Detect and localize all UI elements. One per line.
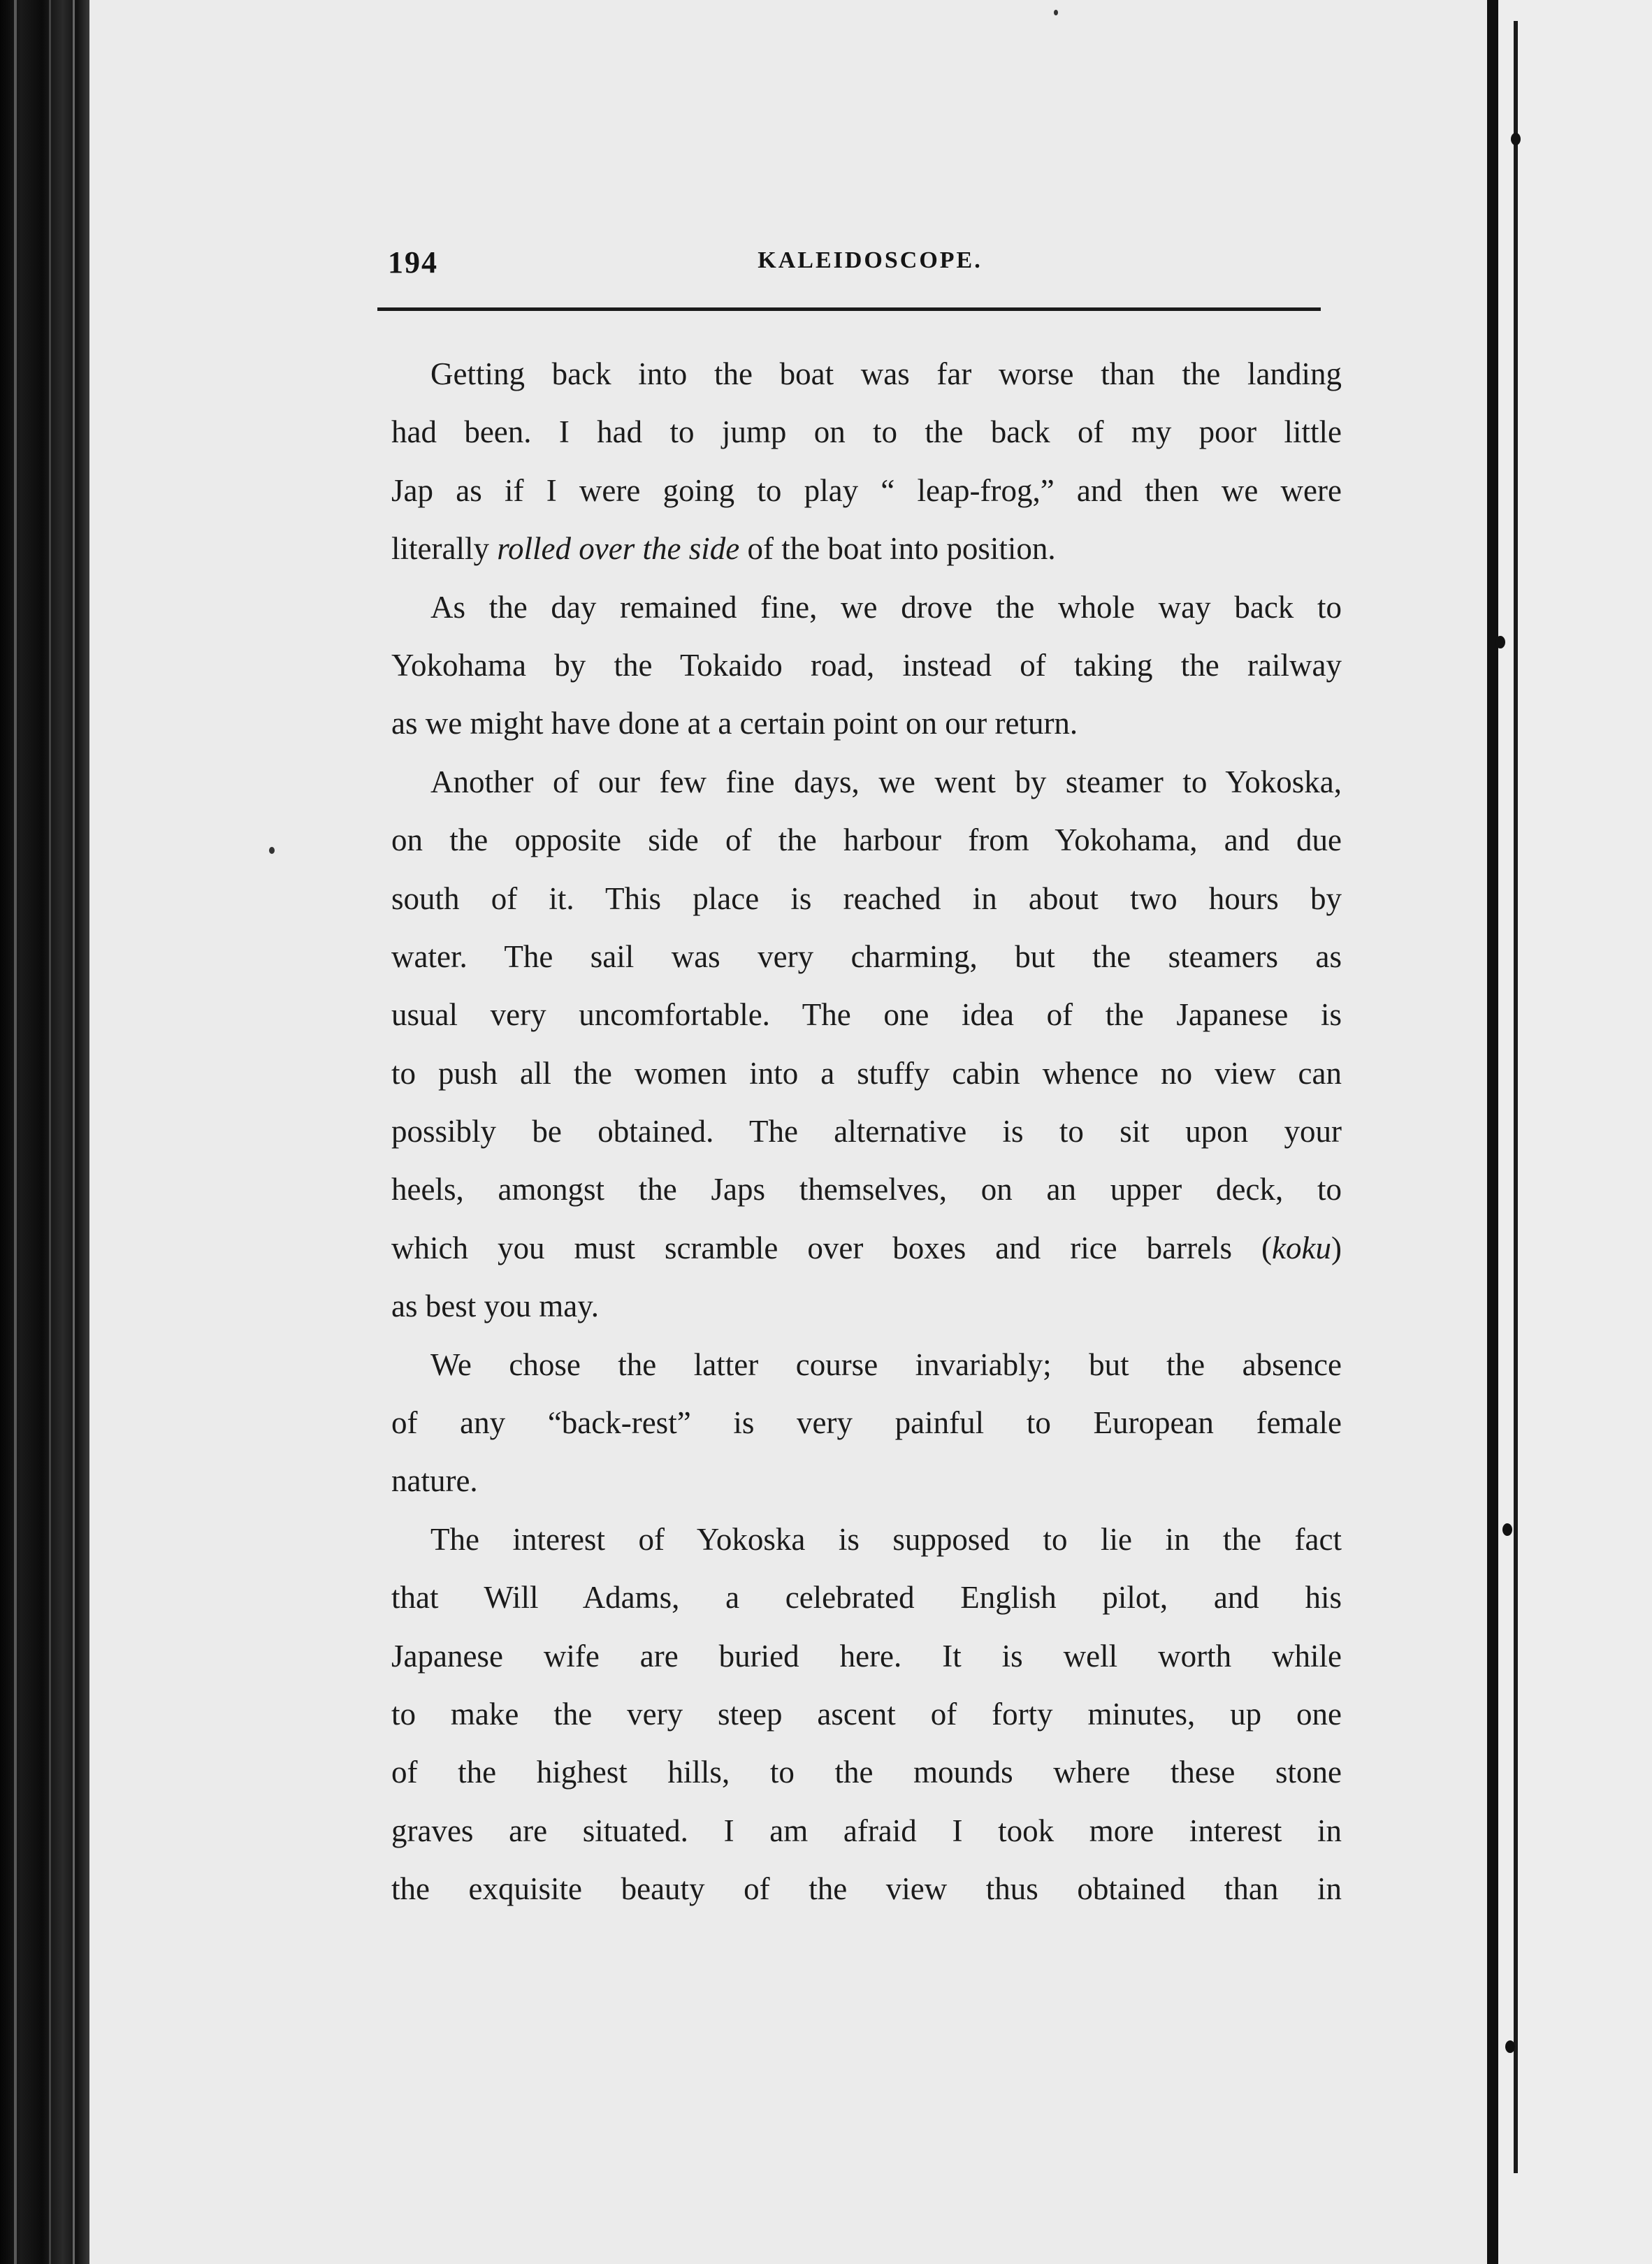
text-line: As the day remained fine, we drove the whole way back to xyxy=(430,589,1342,625)
text-line: literally rolled over the side of the boat into position. xyxy=(391,531,1056,567)
text-line: had been. I had to jump on to the back of my poor little xyxy=(391,414,1342,450)
page-mark xyxy=(1502,1523,1512,1536)
text-line: nature. xyxy=(391,1463,478,1499)
text-line: south of it. This place is reached in about two hours by xyxy=(391,880,1342,916)
text-line: the exquisite beauty of the view thus obtained than in xyxy=(391,1871,1342,1907)
text-line: Jap as if I were going to play “ leap-frog,” and then we were xyxy=(391,472,1342,508)
text-line: as best you may. xyxy=(391,1289,600,1324)
text-line: Japanese wife are buried here. It is well worth while xyxy=(391,1638,1342,1674)
spine-line xyxy=(14,0,17,2264)
header-rule xyxy=(377,307,1321,311)
ink-speck xyxy=(1054,10,1058,15)
text-line: possibly be obtained. The alternative is to sit upon your xyxy=(391,1114,1342,1149)
body-text xyxy=(391,345,1342,1919)
text-line: usual very uncomfortable. The one idea of the Japanese is xyxy=(391,997,1342,1033)
text-line: water. The sail was very charming, but the steamers as xyxy=(391,938,1342,974)
page-mark xyxy=(1511,133,1521,145)
text-line: Yokohama by the Tokaido road, instead of taking the railway xyxy=(391,647,1342,683)
text-line: to push all the women into a stuffy cabin whence no view can xyxy=(391,1055,1342,1091)
text-line: graves are situated. I am afraid I took more interest in xyxy=(391,1813,1342,1848)
facing-page xyxy=(1498,0,1652,2264)
text-line: as we might have done at a certain point on our return. xyxy=(391,706,1078,741)
text-line: Another of our few fine days, we went by steamer to Yokoska, xyxy=(430,764,1342,799)
running-title: KALEIDOSCOPE. xyxy=(758,247,983,273)
text-line: on the opposite side of the harbour from Yokohama, and due xyxy=(391,822,1342,858)
text-line: heels, amongst the Japs themselves, on an upper deck, to xyxy=(391,1172,1342,1207)
italic-phrase: koku xyxy=(1272,1230,1331,1265)
page-edge xyxy=(1487,0,1498,2264)
text-line: that Will Adams, a celebrated English pilot, and his xyxy=(391,1580,1342,1616)
page-number: 194 xyxy=(388,245,438,280)
running-head xyxy=(388,238,1324,293)
ink-speck xyxy=(269,847,275,854)
italic-phrase: rolled over the side xyxy=(497,531,740,567)
page-mark xyxy=(1505,2040,1515,2053)
text-line: Getting back into the boat was far worse than the landing xyxy=(430,356,1342,391)
spine-line xyxy=(73,0,75,2264)
page-mark xyxy=(1495,636,1505,648)
spine-line xyxy=(49,0,51,2264)
text-line: of the highest hills, to the mounds where these stone xyxy=(391,1755,1342,1790)
facing-page-rule xyxy=(1514,21,1518,2173)
text-line: of any “back-rest” is very painful to European female xyxy=(391,1405,1342,1441)
text-line: We chose the latter course invariably; but the absence xyxy=(430,1347,1342,1382)
text-line: to make the very steep ascent of forty minutes, up one xyxy=(391,1696,1342,1732)
text-line: The interest of Yokoska is supposed to lie in the fact xyxy=(430,1521,1342,1557)
text-line: which you must scramble over boxes and rice barrels (koku) xyxy=(391,1230,1342,1265)
